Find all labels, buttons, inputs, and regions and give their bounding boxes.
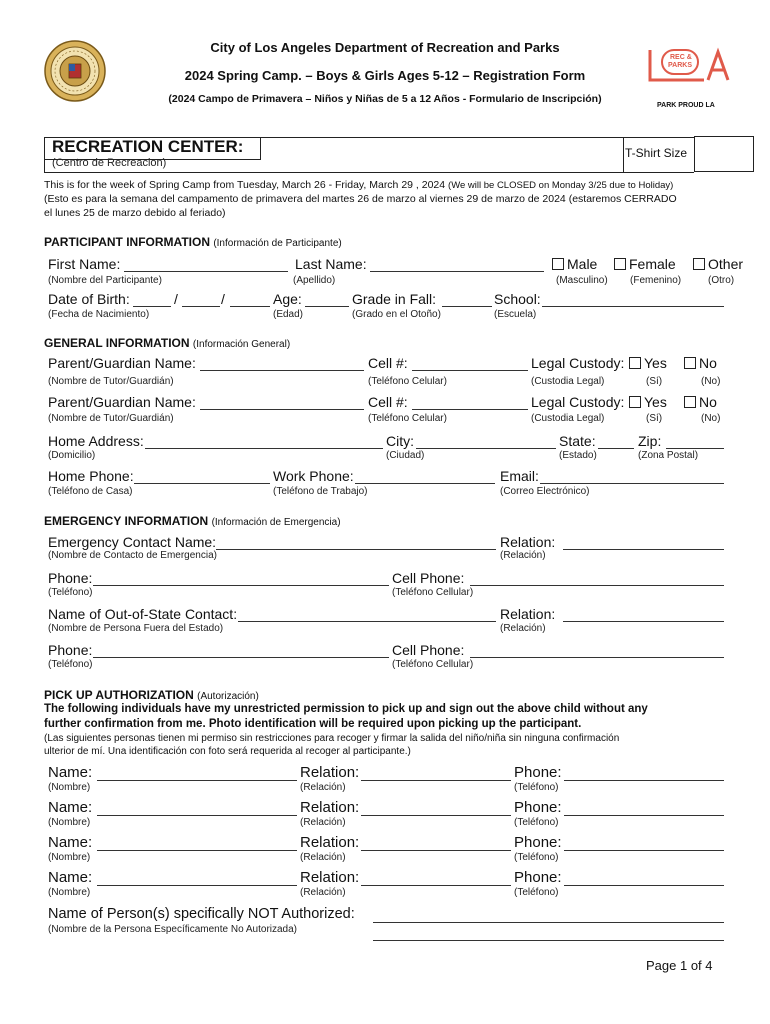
dob-sep-1: / bbox=[174, 291, 178, 307]
grade-es: (Grado en el Otoño) bbox=[352, 309, 441, 320]
dob-month-input[interactable] bbox=[133, 306, 171, 307]
recreation-center-input[interactable] bbox=[262, 138, 620, 170]
intro-note: (We will be CLOSED on Monday 3/25 due to Holiday) bbox=[448, 180, 674, 191]
dob-es: (Fecha de Nacimiento) bbox=[48, 309, 150, 320]
emergency-relation-input[interactable] bbox=[563, 549, 724, 550]
guardian-2-custody-label: Legal Custody: bbox=[531, 394, 625, 410]
pickup-phone-input-4[interactable] bbox=[564, 885, 724, 886]
pickup-relation-input-4[interactable] bbox=[361, 885, 511, 886]
recreation-center-label-es: (Centro de Recreacion) bbox=[52, 157, 167, 169]
pickup-relation-input-2[interactable] bbox=[361, 815, 511, 816]
city-es: (Ciudad) bbox=[386, 450, 425, 461]
work-phone-label: Work Phone: bbox=[273, 468, 354, 484]
female-box[interactable] bbox=[614, 258, 626, 270]
pickup-phone-label-4: Phone: bbox=[514, 869, 562, 886]
guardian-2-cell-es: (Teléfono Celular) bbox=[368, 413, 447, 424]
email-input[interactable] bbox=[540, 483, 724, 484]
address-input[interactable] bbox=[145, 448, 383, 449]
emergency-contact-es: (Nombre de Contacto de Emergencia) bbox=[48, 550, 217, 561]
intro-line-2: (Esto es para la semana del campamento de primavera del martes 26 de marzo al viernes 29 de marzo de 2024 (estaremos CERRADO bbox=[44, 193, 677, 205]
guardian-1-custody-es: (Custodia Legal) bbox=[531, 376, 605, 387]
pickup-name-es-3: (Nombre) bbox=[48, 852, 91, 863]
dob-sep-2: / bbox=[221, 291, 225, 307]
pickup-name-es-2: (Nombre) bbox=[48, 817, 91, 828]
male-box[interactable] bbox=[552, 258, 564, 270]
emergency-cell-es: (Teléfono Cellular) bbox=[392, 587, 474, 598]
other-es: (Otro) bbox=[708, 275, 735, 286]
pickup-heading: PICK UP AUTHORIZATION (Autorización) bbox=[44, 688, 259, 702]
guardian-2-custody-es: (Custodia Legal) bbox=[531, 413, 605, 424]
participant-heading: PARTICIPANT INFORMATION (Información de Participante) bbox=[44, 235, 342, 249]
oos-relation-label: Relation: bbox=[500, 606, 556, 622]
emergency-heading: EMERGENCY INFORMATION (Información de Emergencia) bbox=[44, 514, 341, 528]
oos-contact-label: Name of Out-of-State Contact: bbox=[48, 606, 238, 622]
pickup-phone-es-4: (Teléfono) bbox=[514, 887, 559, 898]
guardian-1-cell-input[interactable] bbox=[412, 370, 528, 371]
pickup-relation-label-3: Relation: bbox=[300, 834, 360, 851]
pickup-phone-label-3: Phone: bbox=[514, 834, 562, 851]
pickup-name-es-1: (Nombre) bbox=[48, 782, 91, 793]
last-name-label: Last Name: bbox=[295, 256, 367, 272]
address-label: Home Address: bbox=[48, 433, 144, 449]
pickup-relation-es-3: (Relación) bbox=[300, 852, 346, 863]
last-name-es: (Apellido) bbox=[293, 275, 336, 286]
guardian-2-yes-box[interactable] bbox=[629, 396, 641, 408]
intro-line-1 bbox=[44, 178, 673, 193]
work-phone-input[interactable] bbox=[355, 483, 495, 484]
pickup-phone-es-2: (Teléfono) bbox=[514, 817, 559, 828]
pickup-es-1: (Las siguientes personas tienen mi permiso sin restricciones para recoger y firmar la salida del niño/niña sin ninguna confirmación bbox=[44, 733, 620, 744]
pickup-name-label-2: Name: bbox=[48, 799, 93, 816]
pickup-phone-label-1: Phone: bbox=[514, 764, 562, 781]
city-label: City: bbox=[386, 433, 414, 449]
guardian-1-no-es: (No) bbox=[701, 376, 721, 387]
pickup-name-label-1: Name: bbox=[48, 764, 93, 781]
age-input[interactable] bbox=[305, 306, 349, 307]
guardian-2-yes-es: (Sí) bbox=[646, 413, 663, 424]
guardian-1-yes[interactable]: Yes bbox=[629, 355, 667, 371]
page-number: Page 1 of 4 bbox=[646, 958, 713, 973]
not-authorized-input-2[interactable] bbox=[373, 940, 724, 941]
logo-text-1: REC & bbox=[670, 54, 692, 61]
zip-label: Zip: bbox=[638, 433, 662, 449]
pickup-name-label-4: Name: bbox=[48, 869, 93, 886]
guardian-2-label: Parent/Guardian Name: bbox=[48, 394, 196, 410]
intro-text: This is for the week of Spring Camp from Tuesday, March 26 - Friday, March 29 , 2024 bbox=[44, 179, 446, 191]
pickup-relation-input-3[interactable] bbox=[361, 850, 511, 851]
pickup-name-es-4: (Nombre) bbox=[48, 887, 91, 898]
pickup-relation-es-1: (Relación) bbox=[300, 782, 346, 793]
address-es: (Domicilio) bbox=[48, 450, 96, 461]
guardian-1-input[interactable] bbox=[200, 370, 364, 371]
home-phone-es: (Teléfono de Casa) bbox=[48, 486, 133, 497]
email-label: Email: bbox=[500, 468, 539, 484]
oos-contact-input[interactable] bbox=[238, 621, 496, 622]
grade-label: Grade in Fall: bbox=[352, 291, 437, 307]
guardian-1-label: Parent/Guardian Name: bbox=[48, 355, 196, 371]
first-name-input[interactable] bbox=[124, 271, 288, 272]
oos-phone-input[interactable] bbox=[93, 657, 389, 658]
pickup-relation-label-1: Relation: bbox=[300, 764, 360, 781]
pickup-bold-2: further confirmation from me. Photo identification will be required upon picking up the participant. bbox=[44, 718, 582, 730]
male-checkbox[interactable]: Male bbox=[552, 256, 597, 272]
first-name-es: (Nombre del Participante) bbox=[48, 275, 162, 286]
emergency-phone-es: (Teléfono) bbox=[48, 587, 93, 598]
intro-line-3: el lunes 25 de marzo debido al feriado) bbox=[44, 207, 226, 219]
other-box[interactable] bbox=[693, 258, 705, 270]
dob-day-input[interactable] bbox=[182, 306, 220, 307]
state-es: (Estado) bbox=[559, 450, 597, 461]
emergency-contact-label: Emergency Contact Name: bbox=[48, 534, 217, 550]
oos-cell-label: Cell Phone: bbox=[392, 642, 465, 658]
emergency-phone-input[interactable] bbox=[93, 585, 389, 586]
email-es: (Correo Electrónico) bbox=[500, 486, 590, 497]
oos-contact-es: (Nombre de Persona Fuera del Estado) bbox=[48, 623, 224, 634]
rec-parks-logo bbox=[644, 46, 734, 86]
emergency-relation-label: Relation: bbox=[500, 534, 556, 550]
pickup-name-input-4[interactable] bbox=[97, 885, 297, 886]
other-checkbox[interactable]: Other bbox=[693, 256, 743, 272]
home-phone-label: Home Phone: bbox=[48, 468, 134, 484]
city-input[interactable] bbox=[416, 448, 556, 449]
pickup-relation-label-4: Relation: bbox=[300, 869, 360, 886]
oos-phone-es: (Teléfono) bbox=[48, 659, 93, 670]
pickup-es-2: ulterior de mí. Una identificación con foto será requerida al recoger al participante.) bbox=[44, 746, 411, 757]
guardian-2-cell-input[interactable] bbox=[412, 409, 528, 410]
pickup-phone-es-3: (Teléfono) bbox=[514, 852, 559, 863]
school-input[interactable] bbox=[542, 306, 724, 307]
grade-input[interactable] bbox=[442, 306, 492, 307]
dob-year-input[interactable] bbox=[230, 306, 270, 307]
guardian-1-cell-label: Cell #: bbox=[368, 355, 408, 371]
form-subtitle: 2024 Spring Camp. – Boys & Girls Ages 5-12 – Registration Form bbox=[184, 68, 586, 83]
pickup-relation-input-1[interactable] bbox=[361, 780, 511, 781]
pickup-name-input-1[interactable] bbox=[97, 780, 297, 781]
first-name-label: First Name: bbox=[48, 256, 121, 272]
oos-phone-label: Phone: bbox=[48, 642, 93, 658]
guardian-1-yes-box[interactable] bbox=[629, 357, 641, 369]
state-label: State: bbox=[559, 433, 596, 449]
female-es: (Femenino) bbox=[630, 275, 682, 286]
male-es: (Masculino) bbox=[556, 275, 608, 286]
logo-text-2: PARKS bbox=[668, 62, 692, 69]
state-input[interactable] bbox=[598, 448, 634, 449]
age-es: (Edad) bbox=[273, 309, 304, 320]
guardian-1-cell-es: (Teléfono Celular) bbox=[368, 376, 447, 387]
park-proud-tagline: PARK PROUD LA bbox=[657, 102, 715, 109]
page-title: City of Los Angeles Department of Recreation and Parks bbox=[210, 40, 560, 55]
guardian-1-yes-es: (Sí) bbox=[646, 376, 663, 387]
guardian-2-yes[interactable]: Yes bbox=[629, 394, 667, 410]
zip-es: (Zona Postal) bbox=[638, 450, 699, 461]
pickup-phone-input-1[interactable] bbox=[564, 780, 724, 781]
female-checkbox[interactable]: Female bbox=[614, 256, 676, 272]
pickup-phone-input-3[interactable] bbox=[564, 850, 724, 851]
pickup-phone-es-1: (Teléfono) bbox=[514, 782, 559, 793]
guardian-2-cell-label: Cell #: bbox=[368, 394, 408, 410]
pickup-phone-label-2: Phone: bbox=[514, 799, 562, 816]
guardian-2-input[interactable] bbox=[200, 409, 364, 410]
dob-label: Date of Birth: bbox=[48, 291, 130, 307]
pickup-relation-label-2: Relation: bbox=[300, 799, 360, 816]
not-authorized-label: Name of Person(s) specifically NOT Authorized: bbox=[48, 906, 355, 922]
tshirt-size-label: T-Shirt Size bbox=[625, 146, 688, 160]
not-authorized-input[interactable] bbox=[373, 922, 724, 923]
not-authorized-es: (Nombre de la Persona Específicamente No Autorizada) bbox=[48, 924, 298, 935]
age-label: Age: bbox=[273, 291, 302, 307]
pickup-name-input-2[interactable] bbox=[97, 815, 297, 816]
oos-relation-input[interactable] bbox=[563, 621, 724, 622]
guardian-1-no-box[interactable] bbox=[684, 357, 696, 369]
guardian-1-custody-label: Legal Custody: bbox=[531, 355, 625, 371]
guardian-2-no-box[interactable] bbox=[684, 396, 696, 408]
tshirt-size-input[interactable] bbox=[694, 136, 754, 172]
guardian-1-es: (Nombre de Tutor/Guardián) bbox=[48, 376, 174, 387]
emergency-cell-label: Cell Phone: bbox=[392, 570, 465, 586]
work-phone-es: (Teléfono de Trabajo) bbox=[273, 486, 368, 497]
oos-cell-input[interactable] bbox=[470, 657, 724, 658]
guardian-2-no-es: (No) bbox=[701, 413, 721, 424]
oos-relation-es: (Relación) bbox=[500, 623, 546, 634]
form-subtitle-es: (2024 Campo de Primavera – Niños y Niñas de 5 a 12 Años - Formulario de Inscripción) bbox=[168, 93, 602, 105]
emergency-cell-input[interactable] bbox=[470, 585, 724, 586]
recreation-center-label: RECREATION CENTER: bbox=[52, 137, 244, 156]
last-name-input[interactable] bbox=[370, 271, 544, 272]
emergency-relation-es: (Relación) bbox=[500, 550, 546, 561]
home-phone-input[interactable] bbox=[134, 483, 270, 484]
school-label: School: bbox=[494, 291, 541, 307]
pickup-relation-es-2: (Relación) bbox=[300, 817, 346, 828]
guardian-2-es: (Nombre de Tutor/Guardián) bbox=[48, 413, 174, 424]
pickup-name-input-3[interactable] bbox=[97, 850, 297, 851]
guardian-1-no[interactable]: No bbox=[684, 355, 717, 371]
zip-input[interactable] bbox=[666, 448, 724, 449]
pickup-bold-1: The following individuals have my unrestricted permission to pick up and sign out the above child without any bbox=[44, 703, 648, 715]
guardian-2-no[interactable]: No bbox=[684, 394, 717, 410]
pickup-phone-input-2[interactable] bbox=[564, 815, 724, 816]
emergency-contact-input[interactable] bbox=[216, 549, 496, 550]
oos-cell-es: (Teléfono Cellular) bbox=[392, 659, 474, 670]
emergency-phone-label: Phone: bbox=[48, 570, 93, 586]
pickup-name-label-3: Name: bbox=[48, 834, 93, 851]
general-heading: GENERAL INFORMATION (Información General) bbox=[44, 336, 291, 350]
pickup-relation-es-4: (Relación) bbox=[300, 887, 346, 898]
school-es: (Escuela) bbox=[494, 309, 537, 320]
